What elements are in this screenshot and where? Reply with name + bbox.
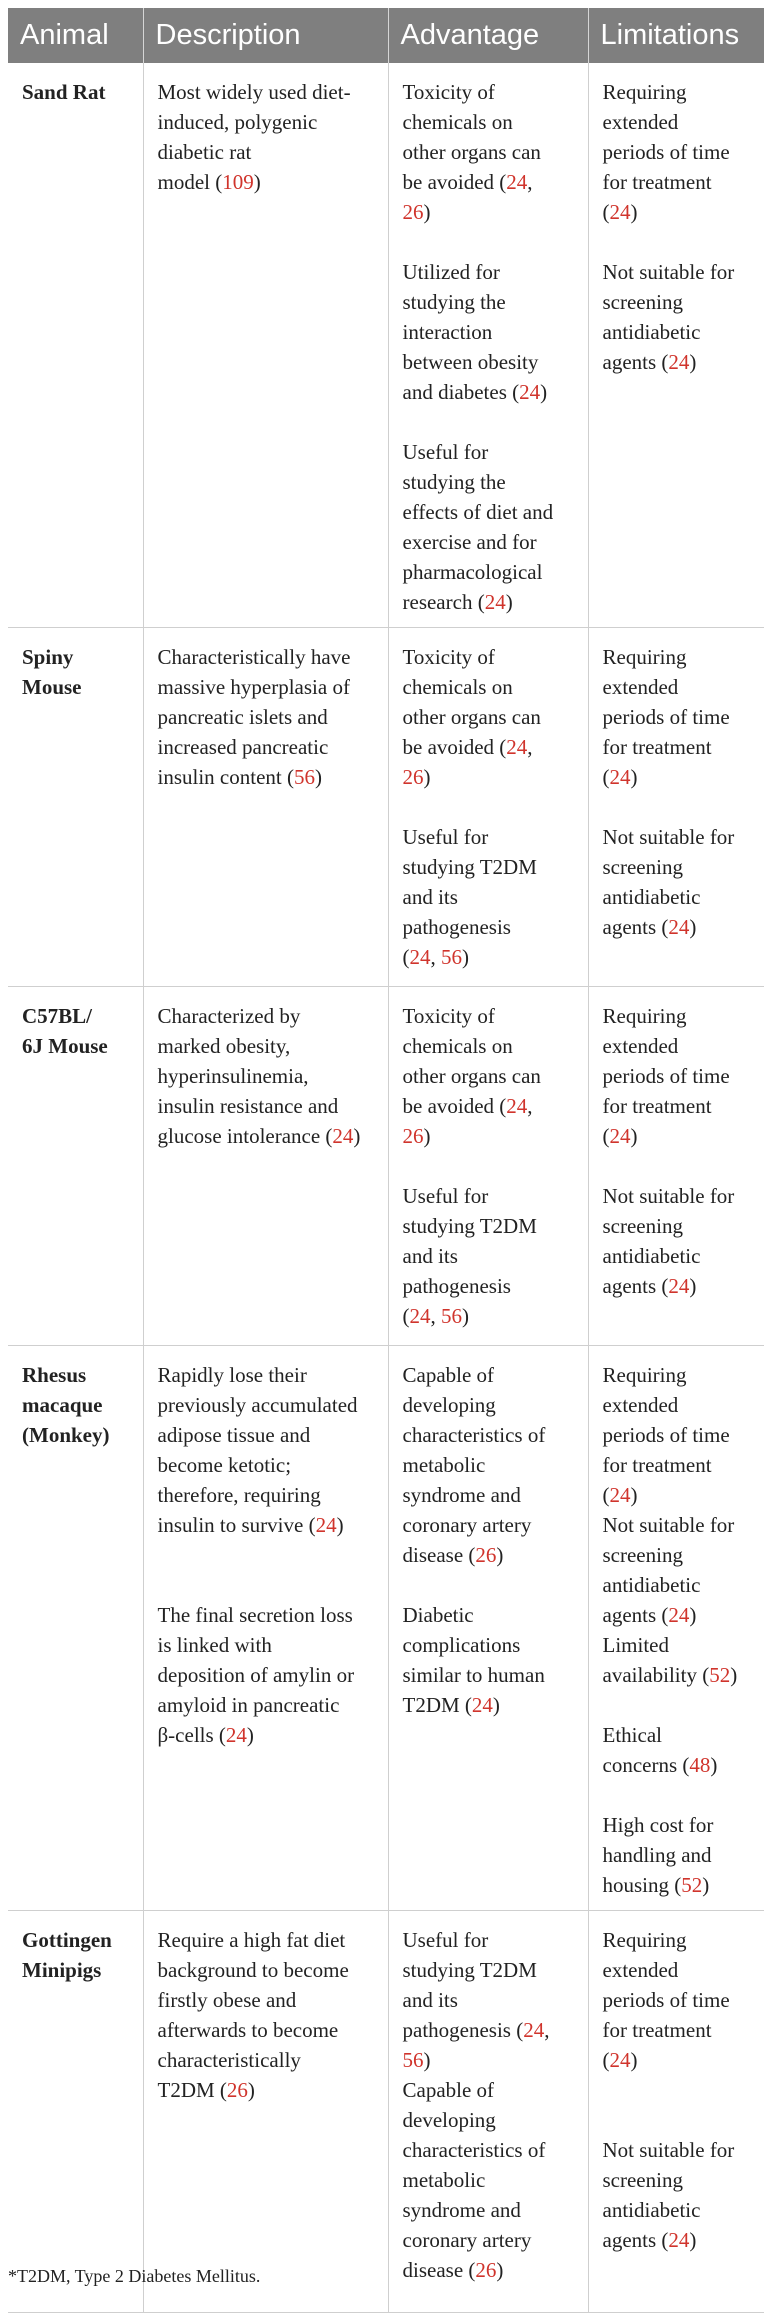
cell-paragraph bbox=[158, 1925, 376, 2105]
cell-text-run: ) Limited availability ( bbox=[602, 1603, 710, 1687]
citation-ref[interactable]: 56 bbox=[293, 765, 315, 789]
cell-paragraph bbox=[158, 642, 376, 792]
citation-ref[interactable]: 26 bbox=[402, 765, 424, 789]
limitations-cell bbox=[588, 63, 764, 628]
description-cell bbox=[143, 63, 388, 628]
cell-text-run: ) bbox=[423, 765, 431, 789]
cell-text-run: ) bbox=[353, 1124, 361, 1148]
table-body bbox=[8, 63, 764, 2313]
cell-text-run: ) bbox=[253, 170, 261, 194]
cell-text-run: ) bbox=[496, 1543, 504, 1567]
cell-text-run: , bbox=[430, 1304, 441, 1328]
cell-text-run: ) bbox=[462, 1304, 469, 1328]
citation-ref[interactable]: 48 bbox=[689, 1753, 711, 1777]
animal-cell bbox=[8, 63, 143, 628]
cell-paragraph bbox=[603, 822, 753, 942]
citation-ref[interactable]: 24 bbox=[668, 350, 690, 374]
cell-text-run: , bbox=[527, 1094, 533, 1118]
citation-ref[interactable]: 24 bbox=[409, 945, 431, 969]
citation-ref[interactable]: 24 bbox=[609, 2048, 631, 2072]
cell-text-run: Requiring extended periods of time for treatment ( bbox=[602, 80, 730, 224]
cell-text-run: ) bbox=[689, 1274, 697, 1298]
description-cell bbox=[143, 1346, 388, 1911]
limitations-cell bbox=[588, 987, 764, 1346]
cell-paragraph bbox=[603, 642, 753, 792]
cell-text-run: ) Capable of developing characteristics of metabolic syndrome and coronary artery disease ( bbox=[402, 2048, 546, 2282]
table-container bbox=[8, 8, 764, 2313]
citation-ref[interactable]: 24 bbox=[484, 590, 506, 614]
table-row bbox=[8, 1911, 764, 2313]
cell-text-run: Rapidly lose their previously accumulated adipose tissue and become ketotic; therefore, requiring insulin to survive ( bbox=[157, 1363, 358, 1537]
cell-text-run: ) bbox=[505, 590, 513, 614]
citation-ref[interactable]: 52 bbox=[681, 1873, 703, 1897]
citation-ref[interactable]: 24 bbox=[523, 2018, 545, 2042]
citation-ref[interactable]: 24 bbox=[668, 2228, 690, 2252]
cell-text-run: Useful for studying T2DM and its pathogenesis ( bbox=[402, 825, 537, 969]
citation-ref[interactable]: 24 bbox=[609, 200, 631, 224]
header-row bbox=[8, 8, 764, 63]
citation-ref[interactable]: 26 bbox=[402, 1124, 424, 1148]
description-cell bbox=[143, 987, 388, 1346]
cell-paragraph bbox=[403, 1600, 576, 1720]
header-description: Description bbox=[143, 8, 388, 63]
cell-paragraph bbox=[603, 1925, 753, 2075]
cell-paragraph bbox=[403, 1360, 576, 1570]
cell-paragraph bbox=[158, 77, 376, 197]
citation-ref[interactable]: 24 bbox=[609, 765, 631, 789]
cell-paragraph bbox=[403, 77, 576, 227]
cell-paragraph bbox=[403, 257, 576, 407]
cell-paragraph bbox=[403, 1181, 576, 1331]
cell-text-run: Toxicity of chemicals on other organs can be avoided ( bbox=[402, 645, 541, 759]
citation-ref[interactable]: 24 bbox=[668, 1274, 690, 1298]
citation-ref[interactable]: 24 bbox=[409, 1304, 431, 1328]
cell-text-run: Not suitable for screening antidiabetic agents ( bbox=[602, 825, 735, 939]
citation-ref[interactable]: 24 bbox=[506, 170, 528, 194]
animal-cell bbox=[8, 1911, 143, 2313]
advantage-cell bbox=[388, 1911, 588, 2313]
advantage-cell bbox=[388, 1346, 588, 1911]
table-row bbox=[8, 1346, 764, 1911]
cell-text-run: ) bbox=[689, 915, 697, 939]
animal-models-table bbox=[8, 8, 764, 2313]
cell-text-run: Utilized for studying the interaction between obesity and diabetes ( bbox=[402, 260, 539, 404]
cell-paragraph bbox=[158, 1600, 376, 1750]
cell-text-run: ) bbox=[314, 765, 322, 789]
citation-ref[interactable]: 24 bbox=[668, 1603, 690, 1627]
cell-text-run: ) bbox=[492, 1693, 500, 1717]
table-footnote: *T2DM, Type 2 Diabetes Mellitus. bbox=[8, 2266, 261, 2286]
table-row bbox=[8, 987, 764, 1346]
animal-name: C57BL/ 6J Mouse bbox=[22, 1004, 108, 1058]
cell-text-run: Diabetic complications similar to human T2DM ( bbox=[402, 1603, 545, 1717]
cell-text-run: , bbox=[527, 170, 533, 194]
advantage-cell bbox=[388, 628, 588, 987]
cell-text-run: Requiring extended periods of time for treatment ( bbox=[602, 1928, 730, 2072]
cell-text-run: ) bbox=[462, 945, 469, 969]
cell-paragraph bbox=[603, 257, 753, 377]
cell-text-run: ) bbox=[246, 1723, 254, 1747]
cell-text-run: ) bbox=[336, 1513, 344, 1537]
advantage-cell bbox=[388, 63, 588, 628]
cell-paragraph bbox=[603, 1181, 753, 1301]
cell-text-run: ) bbox=[730, 1663, 738, 1687]
citation-ref[interactable]: 52 bbox=[709, 1663, 731, 1687]
citation-ref[interactable]: 24 bbox=[668, 915, 690, 939]
cell-paragraph bbox=[403, 1001, 576, 1151]
cell-paragraph bbox=[603, 1810, 753, 1900]
cell-text-run: The final secretion loss is linked with deposition of amylin or amyloid in pancreatic β-cells ( bbox=[157, 1603, 355, 1747]
cell-text-run: ) bbox=[689, 2228, 697, 2252]
cell-text-run: ) Not suitable for screening antidiabetic agents ( bbox=[602, 1483, 735, 1627]
animal-cell bbox=[8, 987, 143, 1346]
description-cell bbox=[143, 1911, 388, 2313]
limitations-cell bbox=[588, 1911, 764, 2313]
cell-paragraph bbox=[403, 822, 576, 972]
animal-name: Spiny Mouse bbox=[22, 645, 82, 699]
citation-ref[interactable]: 24 bbox=[519, 380, 541, 404]
cell-paragraph bbox=[403, 1925, 576, 2285]
cell-text-run: ) bbox=[496, 2258, 504, 2282]
citation-ref[interactable]: 24 bbox=[225, 1723, 247, 1747]
cell-text-run: ) bbox=[710, 1753, 718, 1777]
cell-text-run: ) bbox=[689, 350, 697, 374]
citation-ref[interactable]: 24 bbox=[506, 735, 528, 759]
cell-paragraph bbox=[603, 1720, 753, 1780]
cell-paragraph bbox=[403, 437, 576, 617]
cell-text-run: Useful for studying the effects of diet and exercise and for pharmacological research ( bbox=[402, 440, 554, 614]
animal-name: Gottingen Minipigs bbox=[22, 1928, 112, 1982]
animal-cell bbox=[8, 1346, 143, 1911]
cell-text-run: Requiring extended periods of time for treatment ( bbox=[602, 645, 730, 789]
cell-paragraph bbox=[603, 77, 753, 227]
cell-text-run: Capable of developing characteristics of metabolic syndrome and coronary artery disease ( bbox=[402, 1363, 546, 1567]
cell-text-run: Toxicity of chemicals on other organs can be avoided ( bbox=[402, 80, 541, 194]
animal-name: Sand Rat bbox=[22, 80, 106, 104]
limitations-cell bbox=[588, 1346, 764, 1911]
cell-text-run: ) bbox=[630, 200, 638, 224]
citation-ref[interactable]: 24 bbox=[609, 1483, 631, 1507]
cell-text-run: Not suitable for screening antidiabetic agents ( bbox=[602, 260, 735, 374]
advantage-cell bbox=[388, 987, 588, 1346]
citation-ref[interactable]: 56 bbox=[441, 945, 462, 969]
header-animal: Animal bbox=[8, 8, 143, 63]
citation-ref[interactable]: 24 bbox=[506, 1094, 528, 1118]
citation-ref[interactable]: 109 bbox=[222, 170, 254, 194]
header-advantage: Advantage bbox=[388, 8, 588, 63]
cell-text-run: Characterized by marked obesity, hyperinsulinemia, insulin resistance and glucose intolerance ( bbox=[157, 1004, 339, 1148]
cell-text-run: , bbox=[544, 2018, 550, 2042]
cell-text-run: ) bbox=[702, 1873, 710, 1897]
cell-text-run: Useful for studying T2DM and its pathogenesis ( bbox=[402, 1184, 537, 1328]
cell-text-run: Characteristically have massive hyperplasia of pancreatic islets and increased pancreatic insulin content ( bbox=[157, 645, 351, 789]
cell-paragraph bbox=[603, 2135, 753, 2255]
cell-text-run: Requiring extended periods of time for treatment ( bbox=[602, 1004, 730, 1148]
cell-text-run: , bbox=[527, 735, 533, 759]
header-limitations: Limitations bbox=[588, 8, 764, 63]
cell-text-run: ) bbox=[423, 1124, 431, 1148]
cell-paragraph bbox=[603, 1001, 753, 1151]
cell-text-run: Toxicity of chemicals on other organs can be avoided ( bbox=[402, 1004, 541, 1118]
cell-text-run: Ethical concerns ( bbox=[602, 1723, 690, 1777]
cell-paragraph bbox=[403, 642, 576, 792]
citation-ref[interactable]: 24 bbox=[609, 1124, 631, 1148]
cell-text-run: Require a high fat diet background to become firstly obese and afterwards to become characteristically T2DM ( bbox=[157, 1928, 349, 2102]
citation-ref[interactable]: 24 bbox=[332, 1124, 354, 1148]
cell-text-run: ) bbox=[540, 380, 548, 404]
citation-ref[interactable]: 26 bbox=[226, 2078, 248, 2102]
citation-ref[interactable]: 26 bbox=[402, 200, 424, 224]
cell-text-run: ) bbox=[247, 2078, 255, 2102]
citation-ref[interactable]: 24 bbox=[471, 1693, 493, 1717]
cell-paragraph bbox=[158, 1001, 376, 1151]
cell-text-run: Useful for studying T2DM and its pathogenesis ( bbox=[402, 1928, 537, 2042]
cell-text-run: ) bbox=[423, 200, 431, 224]
citation-ref[interactable]: 26 bbox=[475, 1543, 497, 1567]
cell-text-run: ) bbox=[630, 2048, 638, 2072]
cell-paragraph bbox=[158, 1360, 376, 1540]
cell-text-run: ) bbox=[630, 1124, 638, 1148]
cell-text-run: Not suitable for screening antidiabetic agents ( bbox=[602, 1184, 735, 1298]
citation-ref[interactable]: 56 bbox=[402, 2048, 424, 2072]
cell-text-run: Most widely used diet- induced, polygenic diabetic rat model ( bbox=[157, 80, 351, 194]
limitations-cell bbox=[588, 628, 764, 987]
cell-text-run: Requiring extended periods of time for treatment ( bbox=[602, 1363, 730, 1507]
cell-text-run: High cost for handling and housing ( bbox=[602, 1813, 714, 1897]
citation-ref[interactable]: 56 bbox=[441, 1304, 462, 1328]
animal-cell bbox=[8, 628, 143, 987]
cell-text-run: ) bbox=[630, 765, 638, 789]
citation-ref[interactable]: 26 bbox=[475, 2258, 497, 2282]
cell-paragraph bbox=[603, 1360, 753, 1690]
table-row bbox=[8, 628, 764, 987]
cell-text-run: , bbox=[430, 945, 441, 969]
cell-text-run: Not suitable for screening antidiabetic agents ( bbox=[602, 2138, 735, 2252]
animal-name: Rhesus macaque (Monkey) bbox=[22, 1363, 110, 1447]
description-cell bbox=[143, 628, 388, 987]
table-row bbox=[8, 63, 764, 628]
citation-ref[interactable]: 24 bbox=[315, 1513, 337, 1537]
